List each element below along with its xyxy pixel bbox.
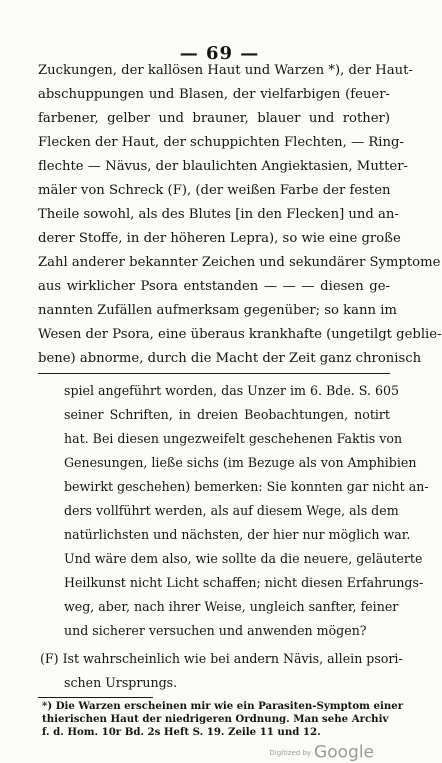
- body-line: Zuckungen, der kallösen Haut und Warzen *), der Haut-: [38, 63, 413, 78]
- body-line: abschuppungen und Blasen, der vielfarbigen (feuer-: [38, 87, 390, 102]
- note-line: ders vollführt werden, als auf diesem Wege, als dem: [64, 503, 399, 518]
- note-line: weg, aber, nach ihrer Weise, ungleich sanfter, feiner: [64, 599, 399, 614]
- body-line: aus wirklicher Psora entstanden — — — diesen ge-: [38, 279, 390, 294]
- note-line: Heilkunst nicht Licht schaffen; nicht diesen Erfahrungs-: [64, 575, 424, 590]
- body-line: farbener, gelber und brauner, blauer und rother): [38, 111, 390, 126]
- body-line: mäler von Schreck (F), (der weißen Farbe der festen: [38, 183, 391, 198]
- body-line: Theile sowohl, als des Blutes [in den Flecken] und an-: [38, 207, 399, 222]
- body-line: Zahl anderer bekannter Zeichen und sekundärer Symptome: [38, 255, 441, 270]
- note-divider: [38, 373, 390, 374]
- page-number: — 69 —: [179, 43, 260, 64]
- body-line: derer Stoffe, in der höheren Lepra), so wie eine große: [38, 231, 401, 246]
- google-watermark: [0, 742, 439, 763]
- f-note-line: schen Ursprungs.: [64, 675, 178, 690]
- note-line: seiner Schriften, in dreien Beobachtungen, notirt: [64, 407, 390, 422]
- footnote-line: *) Die Warzen erscheinen mir wie ein Parasiten-Symptom einer: [42, 700, 404, 712]
- note-line: Und wäre dem also, wie sollte da die neuere, geläuterte: [64, 551, 423, 566]
- body-line: bene) abnorme, durch die Macht der Zeit ganz chronisch: [38, 351, 422, 366]
- footnote-line: f. d. Hom. 10r Bd. 2s Heft S. 19. Zeile 11 und 12.: [42, 726, 321, 738]
- body-line: Flecken der Haut, der schuppichten Flechten, — Ring-: [38, 135, 404, 150]
- body-line: flechte — Nävus, der blaulichten Angiektasien, Mutter-: [38, 159, 408, 174]
- note-line: spiel angeführt worden, das Unzer im 6. Bde. S. 605: [64, 383, 400, 398]
- f-note-line: (F) Ist wahrscheinlich wie bei andern Nävis, allein psori-: [40, 651, 403, 666]
- note-line: Genesungen, ließe sichs (im Bezuge als von Amphibien: [64, 455, 417, 470]
- body-line: Wesen der Psora, eine überaus krankhafte (ungetilgt geblie-: [38, 327, 442, 342]
- note-line: bewirkt geschehen) bemerken: Sie konnten gar nicht an-: [64, 479, 429, 494]
- note-line: natürlichsten und nächsten, der hier nur möglich war.: [64, 527, 411, 542]
- note-line: hat. Bei diesen ungezweifelt geschehenen Faktis von: [64, 431, 403, 446]
- watermark-brand: Google: [314, 742, 374, 763]
- footnote-line: thierischen Haut der niedrigeren Ordnung. Man sehe Archiv: [42, 713, 389, 725]
- body-line: nannten Zufällen aufmerksam gegenüber; so kann im: [38, 303, 397, 318]
- note-line: und sicherer versuchen und anwenden mögen?: [64, 623, 367, 638]
- watermark-prefix: Digitized by: [269, 748, 312, 757]
- footnote-divider: [38, 697, 153, 698]
